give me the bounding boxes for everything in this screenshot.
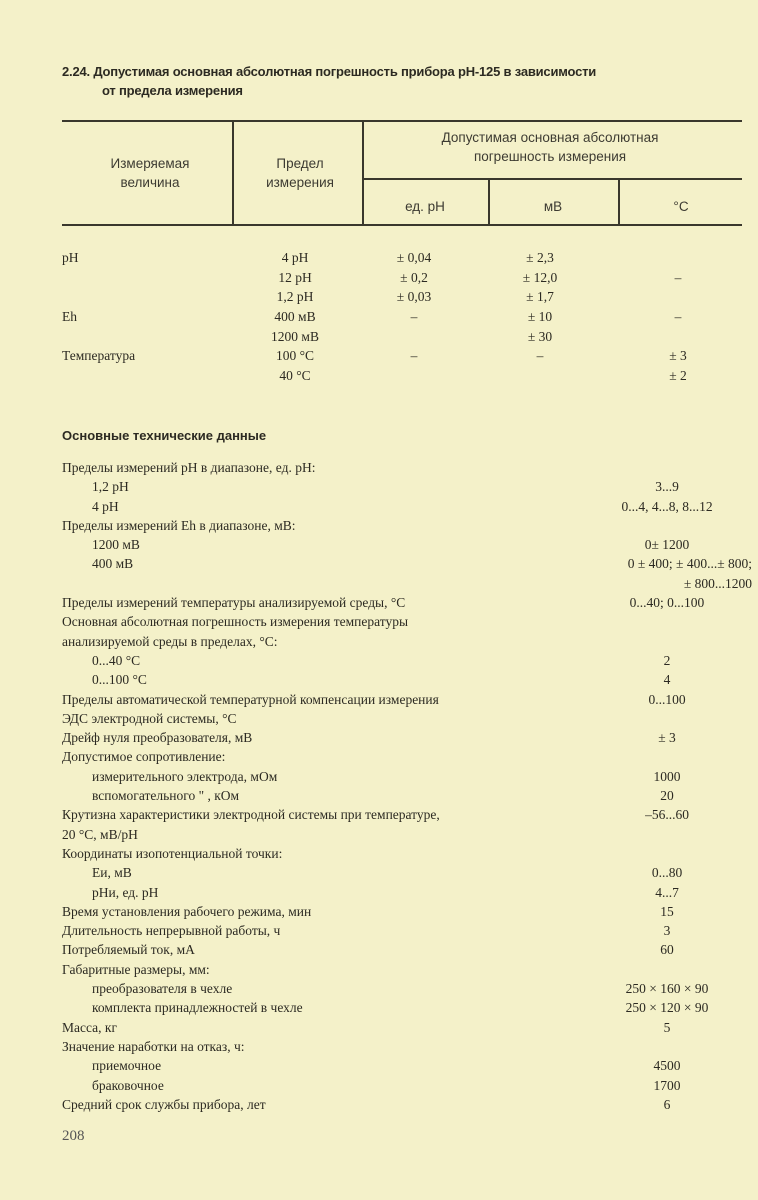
spec-label: 400 мВ bbox=[92, 556, 134, 572]
spec-value: 0...40; 0...100 bbox=[629, 595, 705, 611]
spec-label: браковочное bbox=[92, 1077, 164, 1093]
spec-value: 250 × 160 × 90 bbox=[625, 981, 709, 997]
table-cell-quantity: Температура bbox=[62, 348, 136, 363]
spec-value: 3...9 bbox=[655, 479, 679, 495]
table-cell-ph: ± 0,04 bbox=[396, 250, 432, 265]
spec-value: 250 × 120 × 90 bbox=[625, 1000, 709, 1016]
spec-row bbox=[62, 979, 742, 998]
spec-label: Длительность непрерывной работы, ч bbox=[62, 923, 281, 939]
spec-row bbox=[62, 921, 742, 940]
table-cell-deg: ± 3 bbox=[669, 348, 687, 363]
spec-value: 1000 bbox=[653, 768, 681, 784]
spec-value: 0...4, 4...8, 8...12 bbox=[621, 498, 713, 514]
header-mv: мВ bbox=[543, 199, 563, 214]
spec-row bbox=[62, 1076, 742, 1095]
spec-row bbox=[62, 1095, 742, 1114]
table-subheader-rule bbox=[362, 178, 742, 180]
spec-label: 1200 мВ bbox=[92, 537, 140, 553]
table-cell-deg: – bbox=[674, 270, 682, 285]
table-cell-ph: – bbox=[410, 348, 418, 363]
header-ph: ед. pH bbox=[405, 199, 445, 214]
spec-label: Потребляемый ток, мА bbox=[62, 942, 195, 958]
spec-label: Дрейф нуля преобразователя, мВ bbox=[62, 730, 253, 746]
header-limit: Предел измерения bbox=[266, 156, 334, 190]
spec-label: Значение наработки на отказ, ч: bbox=[62, 1038, 245, 1054]
specs-heading: Основные технические данные bbox=[62, 428, 267, 443]
spec-label: 1,2 рН bbox=[92, 479, 129, 495]
spec-row bbox=[62, 458, 742, 477]
table-caption bbox=[62, 62, 702, 100]
table-cell-quantity: pH bbox=[62, 250, 79, 265]
table-cell-mv: ± 30 bbox=[527, 329, 553, 344]
specs-list bbox=[62, 458, 752, 1114]
spec-label: Габаритные размеры, мм: bbox=[62, 961, 210, 977]
spec-value: 0...100 bbox=[648, 691, 686, 707]
spec-row bbox=[62, 940, 742, 959]
spec-label: 0...40 °С bbox=[92, 652, 141, 668]
spec-row bbox=[62, 1056, 742, 1075]
table-top-rule bbox=[62, 120, 742, 122]
spec-value: 20 bbox=[660, 788, 674, 804]
table-cell-quantity: Eh bbox=[62, 309, 77, 324]
spec-label: комплекта принадлежностей в чехле bbox=[92, 1000, 303, 1016]
spec-row bbox=[62, 516, 742, 535]
spec-row bbox=[62, 786, 742, 805]
spec-row bbox=[62, 574, 752, 593]
spec-label: ЭДС электродной системы, °С bbox=[62, 710, 237, 726]
spec-row bbox=[62, 535, 742, 554]
spec-label: Пределы автоматической температурной компенсации измерения bbox=[62, 691, 439, 707]
spec-row bbox=[62, 805, 742, 824]
spec-row bbox=[62, 728, 742, 747]
spec-value: 0± 1200 bbox=[644, 537, 690, 553]
spec-value: 1700 bbox=[653, 1077, 681, 1093]
spec-value: 0 ± 400; ± 400...± 800; bbox=[627, 556, 752, 572]
spec-label: Масса, кг bbox=[62, 1019, 117, 1035]
spec-row bbox=[62, 477, 742, 496]
spec-row bbox=[62, 497, 742, 516]
page-number: 208 bbox=[62, 1128, 85, 1144]
header-quantity: Измеряемая величина bbox=[110, 156, 190, 190]
spec-row bbox=[62, 612, 742, 631]
spec-value: 4500 bbox=[653, 1058, 681, 1074]
spec-row bbox=[62, 670, 742, 689]
spec-label: Средний срок службы прибора, лет bbox=[62, 1096, 266, 1112]
table-cell-limit: 1200 мВ bbox=[271, 329, 319, 344]
spec-value: 2 bbox=[663, 652, 671, 668]
caption-line-2: от предела измерения bbox=[102, 83, 243, 98]
spec-row bbox=[62, 863, 742, 882]
spec-row bbox=[62, 554, 752, 573]
header-deg: °С bbox=[673, 199, 689, 214]
spec-row bbox=[62, 593, 742, 612]
table-cell-mv: – bbox=[536, 348, 544, 363]
spec-value: 6 bbox=[663, 1096, 671, 1112]
spec-row bbox=[62, 998, 742, 1017]
spec-label: Eи, мВ bbox=[92, 865, 132, 881]
spec-row bbox=[62, 1037, 742, 1056]
spec-label: преобразователя в чехле bbox=[92, 981, 233, 997]
spec-row bbox=[62, 902, 742, 921]
table-cell-limit: 40 °С bbox=[279, 368, 311, 383]
table-cell-mv: ± 2,3 bbox=[526, 250, 554, 265]
table-cell-mv: ± 10 bbox=[527, 309, 553, 324]
spec-row bbox=[62, 1018, 742, 1037]
spec-label: измерительного электрода, мОм bbox=[92, 768, 278, 784]
spec-label: Время установления рабочего режима, мин bbox=[62, 903, 312, 919]
spec-row bbox=[62, 690, 742, 709]
spec-value: 4...7 bbox=[655, 884, 679, 900]
table-cell-limit: 1,2 pH bbox=[276, 289, 314, 304]
spec-value: 4 bbox=[663, 672, 671, 688]
spec-label: Координаты изопотенциальной точки: bbox=[62, 845, 283, 861]
spec-label: анализируемой среды в пределах, °С: bbox=[62, 633, 278, 649]
table-cell-ph: – bbox=[410, 309, 418, 324]
spec-label: Крутизна характеристики электродной системы при температуре, bbox=[62, 807, 440, 823]
spec-row bbox=[62, 709, 742, 728]
spec-value: ± 3 bbox=[658, 730, 676, 746]
spec-label: вспомогательного " , кОм bbox=[92, 788, 240, 804]
spec-value: 15 bbox=[660, 903, 674, 919]
table-cell-limit: 100 °С bbox=[275, 348, 315, 363]
spec-value: 0...80 bbox=[651, 865, 683, 881]
spec-row bbox=[62, 883, 742, 902]
table-cell-deg: ± 2 bbox=[669, 368, 687, 383]
table-cell-limit: 4 pH bbox=[281, 250, 309, 265]
spec-label: 20 °С, мВ/рН bbox=[62, 826, 138, 842]
spec-value: 3 bbox=[663, 923, 671, 939]
spec-label: 0...100 °С bbox=[92, 672, 147, 688]
table-cell-mv: ± 12,0 bbox=[522, 270, 558, 285]
spec-row bbox=[62, 960, 742, 979]
spec-label: Пределы измерений Eh в диапазоне, мВ: bbox=[62, 517, 296, 533]
caption-line-1: 2.24. Допустимая основная абсолютная погрешность прибора рН-125 в зависимости bbox=[62, 64, 597, 79]
spec-row bbox=[62, 651, 742, 670]
table-cell-ph: ± 0,03 bbox=[396, 289, 432, 304]
spec-value: –56...60 bbox=[645, 807, 689, 823]
spec-label: Пределы измерений рН в диапазоне, ед. рН: bbox=[62, 460, 316, 475]
spec-label: Основная абсолютная погрешность измерения температуры bbox=[62, 614, 409, 630]
table-cell-limit: 400 мВ bbox=[274, 309, 316, 324]
spec-label: приемочное bbox=[92, 1058, 162, 1074]
spec-label: Пределы измерений температуры анализируемой среды, °С bbox=[62, 595, 406, 611]
table-header-bottom-rule bbox=[62, 224, 742, 226]
spec-value: ± 800...1200 bbox=[683, 575, 752, 591]
spec-row bbox=[62, 844, 742, 863]
spec-row bbox=[62, 747, 742, 766]
spec-row bbox=[62, 632, 742, 651]
table-col-divider-1 bbox=[232, 120, 234, 224]
spec-label: 4 рН bbox=[92, 498, 119, 514]
spec-row bbox=[62, 825, 742, 844]
spec-label: Допустимое сопротивление: bbox=[62, 749, 226, 765]
spec-row bbox=[62, 767, 742, 786]
spec-value: 5 bbox=[663, 1019, 671, 1035]
table-cell-deg: – bbox=[674, 309, 682, 324]
table-cell-limit: 12 pH bbox=[278, 270, 312, 285]
table-cell-ph: ± 0,2 bbox=[400, 270, 428, 285]
spec-value: 60 bbox=[660, 942, 674, 958]
table-cell-mv: ± 1,7 bbox=[526, 289, 554, 304]
spec-label: рНи, ед. рН bbox=[92, 884, 159, 900]
header-error: Допустимая основная абсолютная погрешность измерения bbox=[441, 130, 659, 164]
